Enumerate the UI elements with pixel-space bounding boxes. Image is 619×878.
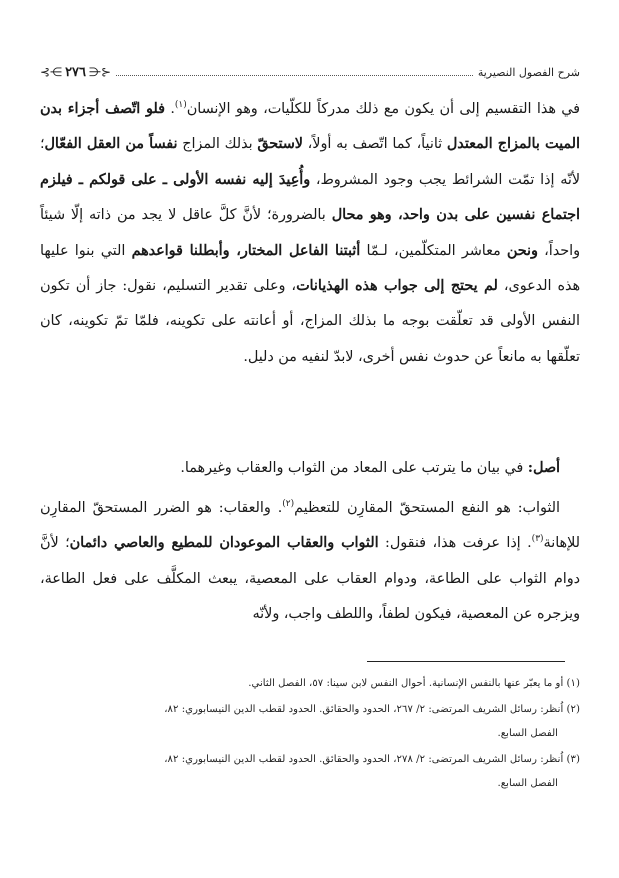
footnote-continuation: الفصل السابع. xyxy=(497,778,558,789)
ornament-right: ⋺⊱ xyxy=(89,65,112,79)
paragraph-1 xyxy=(40,92,580,375)
footnote-ref-3[interactable]: (٣) xyxy=(531,534,544,545)
bold-text-run: وأُعِيدَ إليه نفسه الأولى ـ على قولكم ـ فيلزم اجتماع نفسين على بدن واحد، وهو محال xyxy=(40,171,580,224)
text-run: التي بنوا عليها هذه الدعوى، xyxy=(40,242,580,295)
footnote-number: (٢) xyxy=(566,704,580,715)
section-heading xyxy=(40,454,580,482)
footnote-text: أو ما يعبّر عنها بالنفس الإنسانية. أحوال النفس لابن سينا: ٥٧، الفصل الثاني. xyxy=(248,678,564,689)
text-run: في هذا التقسيم إلى أن يكون مع ذلك مدركاً للكلّيات، وهو الإنسان xyxy=(186,101,580,117)
bold-text-run: لاستحقّ xyxy=(257,136,303,153)
footnote-number: (٣) xyxy=(566,754,580,765)
header-dotted-leader xyxy=(116,74,473,76)
footnote-number: (١) xyxy=(566,678,580,689)
bold-text-run: أثبتنا الفاعل المختار، وأبطلنا قواعدهم xyxy=(131,242,361,259)
ornament-left: ⊰⋲ xyxy=(40,65,63,79)
text-run: الثواب: هو النفع المستحقّ المقارِن للتعظيم xyxy=(294,500,560,516)
text-run: ؛ لأنّه إذا تمّت الشرائط يجب وجود المشروط، xyxy=(40,136,580,188)
footnote-text: اُنظر: رسائل الشريف المرتضى: ٢/ ٢٦٧، الحدود والحقائق. الحدود لقطب الدين النيسابوري: ٨٢، xyxy=(164,704,564,715)
text-run: بالضرورة؛ لأنَّ كلَّ عاقل لا يجد من ذاته إلّا شيئاً واحداً، xyxy=(40,207,580,259)
footnote-1 xyxy=(40,672,580,696)
text-run: ثانياً، كما اتّصف به أولاً، xyxy=(302,136,447,153)
footnote-ref-1[interactable]: (١) xyxy=(174,100,187,111)
footnote-continuation: الفصل السابع. xyxy=(497,728,558,739)
text-run: معاشر المتكلّمين، لـمّا xyxy=(360,242,507,259)
text-run: . xyxy=(164,101,175,117)
bold-text-run: لم يحتج إلى جواب هذه الهذيانات xyxy=(296,278,498,295)
footnote-text: اُنظر: رسائل الشريف المرتضى: ٢/ ٢٧٨، الحدود والحقائق. الحدود لقطب الدين النيسابوري: ٨٢، xyxy=(164,754,564,765)
bold-text-run: ونحن xyxy=(506,242,538,259)
footnote-ref-2[interactable]: (٢) xyxy=(282,499,295,510)
book-title: شرح الفصول النصيرية xyxy=(477,65,580,79)
footnote-3 xyxy=(40,748,580,796)
bold-text-run: نفساً من العقل الفعّال xyxy=(44,136,178,153)
page-number: ٢٧٦ xyxy=(65,64,87,80)
footnotes xyxy=(40,672,580,798)
text-run: ؛ لأنَّ دوام الثواب على الطاعة، ودوام العقاب على المعصية، يبعث المكلَّف على فعل الطاعة، ويزجره عن المعصية، فيكون لطفاً، واللطف واجب، ولأنّه xyxy=(40,535,580,623)
running-header xyxy=(40,60,580,84)
paragraph-2 xyxy=(40,491,580,633)
text-run: . والعقاب: هو الضرر المستحقّ المقارِن للإهانة xyxy=(40,500,580,552)
text-run: بذلك المزاج xyxy=(177,136,258,153)
main-text-block-1 xyxy=(40,92,580,375)
section-heading-text: في بيان ما يترتب على المعاد من الثواب والعقاب وغيرهما. xyxy=(180,460,528,476)
bold-text-run: فلو اتّصف أجزاء بدن الميت بالمزاج المعتدل xyxy=(40,101,580,153)
footnote-separator xyxy=(367,661,565,662)
text-run: ، وعلى تقدير التسليم، نقول: جاز أن تكون النفس الأولى قد تعلّقت بوجه ما بذلك المزاج، أو أعانته على تكوينه، فلمّا تمّ تكوينه، كان تعلّقها به مانعاً عن حدوث نفس أخرى، لابدّ لنفيه من دليل. xyxy=(40,278,580,365)
section-heading-label: أصل: xyxy=(527,460,560,476)
footnote-2 xyxy=(40,698,580,746)
text-run: . إذا عرفت هذا، فنقول: xyxy=(378,535,532,552)
bold-text-run: الثواب والعقاب الموعودان للمطيع والعاصي دائمان xyxy=(69,535,379,552)
main-text-block-2 xyxy=(40,491,580,633)
